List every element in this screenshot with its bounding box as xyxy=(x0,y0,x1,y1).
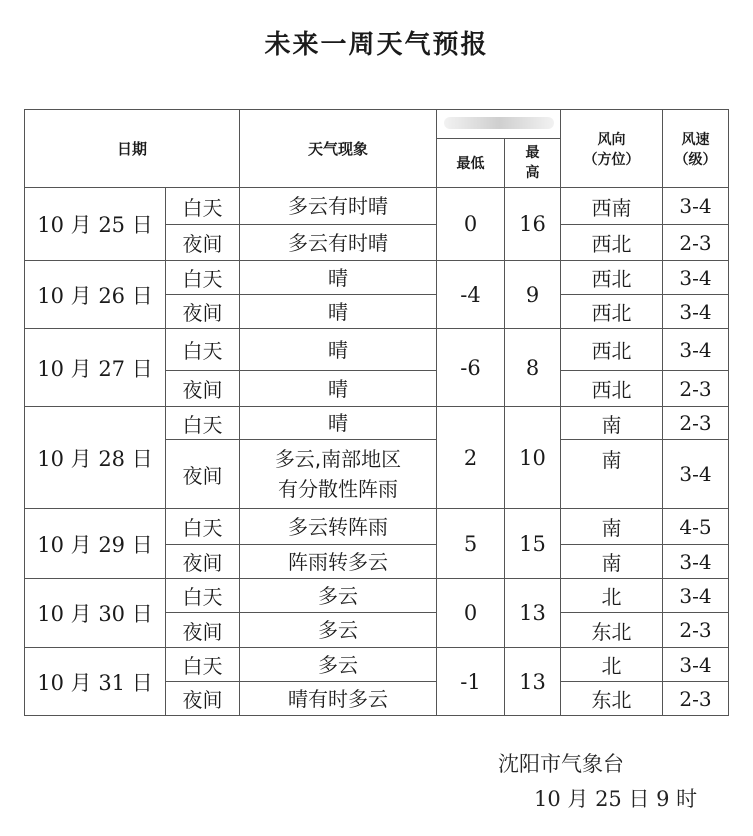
temp-low-cell: 0 xyxy=(437,579,505,648)
table-row xyxy=(25,579,729,613)
wind-speed-cell: 3-4 xyxy=(663,440,729,509)
period-cell: 夜间 xyxy=(166,225,240,261)
period-cell: 白天 xyxy=(166,509,240,545)
temp-high-cell: 9 xyxy=(505,261,561,329)
date-cell: 10 月 27 日 xyxy=(25,329,166,407)
temp-low-cell: 5 xyxy=(437,509,505,579)
weather-cell: 多云 xyxy=(240,613,437,648)
date-cell: 10 月 30 日 xyxy=(25,579,166,648)
period-cell: 白天 xyxy=(166,407,240,440)
weather-cell: 多云转阵雨 xyxy=(240,509,437,545)
temp-low-cell: 0 xyxy=(437,188,505,261)
wind-direction-cell: 西北 xyxy=(561,329,663,371)
weather-cell: 阵雨转多云 xyxy=(240,545,437,579)
period-cell: 夜间 xyxy=(166,295,240,329)
forecast-table xyxy=(24,109,729,716)
wind-speed-cell: 3-4 xyxy=(663,329,729,371)
wind-speed-cell: 3-4 xyxy=(663,579,729,613)
wind-speed-cell: 3-4 xyxy=(663,261,729,295)
weather-cell: 晴 xyxy=(240,371,437,407)
period-cell: 白天 xyxy=(166,648,240,682)
issued-time: 10 月 25 日 9 时 xyxy=(534,787,698,811)
period-cell: 白天 xyxy=(166,261,240,295)
temp-high-cell: 13 xyxy=(505,579,561,648)
temp-high-cell: 13 xyxy=(505,648,561,716)
wind-direction-cell: 北 xyxy=(561,579,663,613)
weather-cell: 晴 xyxy=(240,261,437,295)
temp-low-cell: 2 xyxy=(437,407,505,509)
weather-cell: 多云有时晴 xyxy=(240,188,437,225)
wind-direction-cell: 南 xyxy=(561,407,663,440)
header-temp-high: 最 高 xyxy=(505,139,561,188)
table-row xyxy=(25,407,729,440)
weather-cell: 晴 xyxy=(240,295,437,329)
period-cell: 白天 xyxy=(166,188,240,225)
temp-low-cell: -1 xyxy=(437,648,505,716)
period-cell: 夜间 xyxy=(166,440,240,509)
wind-direction-cell: 南 xyxy=(561,545,663,579)
date-cell: 10 月 26 日 xyxy=(25,261,166,329)
table-row xyxy=(25,329,729,371)
header-wind-speed: 风速 （级） xyxy=(663,110,729,188)
header-wind-direction: 风向 （方位） xyxy=(561,110,663,188)
weather-cell: 晴 xyxy=(240,329,437,371)
page-title: 未来一周天气预报 xyxy=(264,30,489,60)
date-cell: 10 月 29 日 xyxy=(25,509,166,579)
temp-high-cell: 16 xyxy=(505,188,561,261)
wind-speed-cell: 3-4 xyxy=(663,545,729,579)
wind-speed-cell: 2-3 xyxy=(663,225,729,261)
header-temperature-obscured xyxy=(437,110,561,139)
wind-speed-cell: 2-3 xyxy=(663,613,729,648)
table-row xyxy=(25,648,729,682)
wind-direction-cell: 东北 xyxy=(561,613,663,648)
period-cell: 夜间 xyxy=(166,371,240,407)
temp-high-cell: 8 xyxy=(505,329,561,407)
issuer-label: 沈阳市气象台 xyxy=(498,752,624,776)
wind-speed-cell: 3-4 xyxy=(663,188,729,225)
wind-speed-cell: 4-5 xyxy=(663,509,729,545)
wind-speed-cell: 2-3 xyxy=(663,407,729,440)
weather-cell: 多云 xyxy=(240,579,437,613)
temp-low-cell: -4 xyxy=(437,261,505,329)
table-row xyxy=(25,509,729,545)
weather-cell: 多云,南部地区 有分散性阵雨 xyxy=(240,440,437,509)
header-temp-low: 最低 xyxy=(437,139,505,188)
wind-direction-cell: 北 xyxy=(561,648,663,682)
header-weather: 天气现象 xyxy=(240,110,437,188)
table-row xyxy=(25,188,729,225)
weather-cell: 多云 xyxy=(240,648,437,682)
wind-direction-cell: 东北 xyxy=(561,682,663,716)
wind-speed-cell: 3-4 xyxy=(663,295,729,329)
wind-direction-cell: 西北 xyxy=(561,261,663,295)
wind-direction-cell: 南 xyxy=(561,509,663,545)
table-row xyxy=(25,261,729,295)
wind-direction-cell: 西北 xyxy=(561,371,663,407)
weather-cell: 多云有时晴 xyxy=(240,225,437,261)
weather-cell: 晴有时多云 xyxy=(240,682,437,716)
temp-low-cell: -6 xyxy=(437,329,505,407)
period-cell: 白天 xyxy=(166,579,240,613)
wind-speed-cell: 2-3 xyxy=(663,682,729,716)
header-date: 日期 xyxy=(25,110,240,188)
date-cell: 10 月 28 日 xyxy=(25,407,166,509)
wind-direction-cell: 西北 xyxy=(561,295,663,329)
period-cell: 白天 xyxy=(166,329,240,371)
period-cell: 夜间 xyxy=(166,545,240,579)
weather-cell: 晴 xyxy=(240,407,437,440)
wind-direction-cell: 南 xyxy=(561,440,663,509)
date-cell: 10 月 25 日 xyxy=(25,188,166,261)
period-cell: 夜间 xyxy=(166,613,240,648)
wind-speed-cell: 3-4 xyxy=(663,648,729,682)
temp-high-cell: 15 xyxy=(505,509,561,579)
wind-direction-cell: 西南 xyxy=(561,188,663,225)
wind-speed-cell: 2-3 xyxy=(663,371,729,407)
temp-high-cell: 10 xyxy=(505,407,561,509)
period-cell: 夜间 xyxy=(166,682,240,716)
wind-direction-cell: 西北 xyxy=(561,225,663,261)
date-cell: 10 月 31 日 xyxy=(25,648,166,716)
